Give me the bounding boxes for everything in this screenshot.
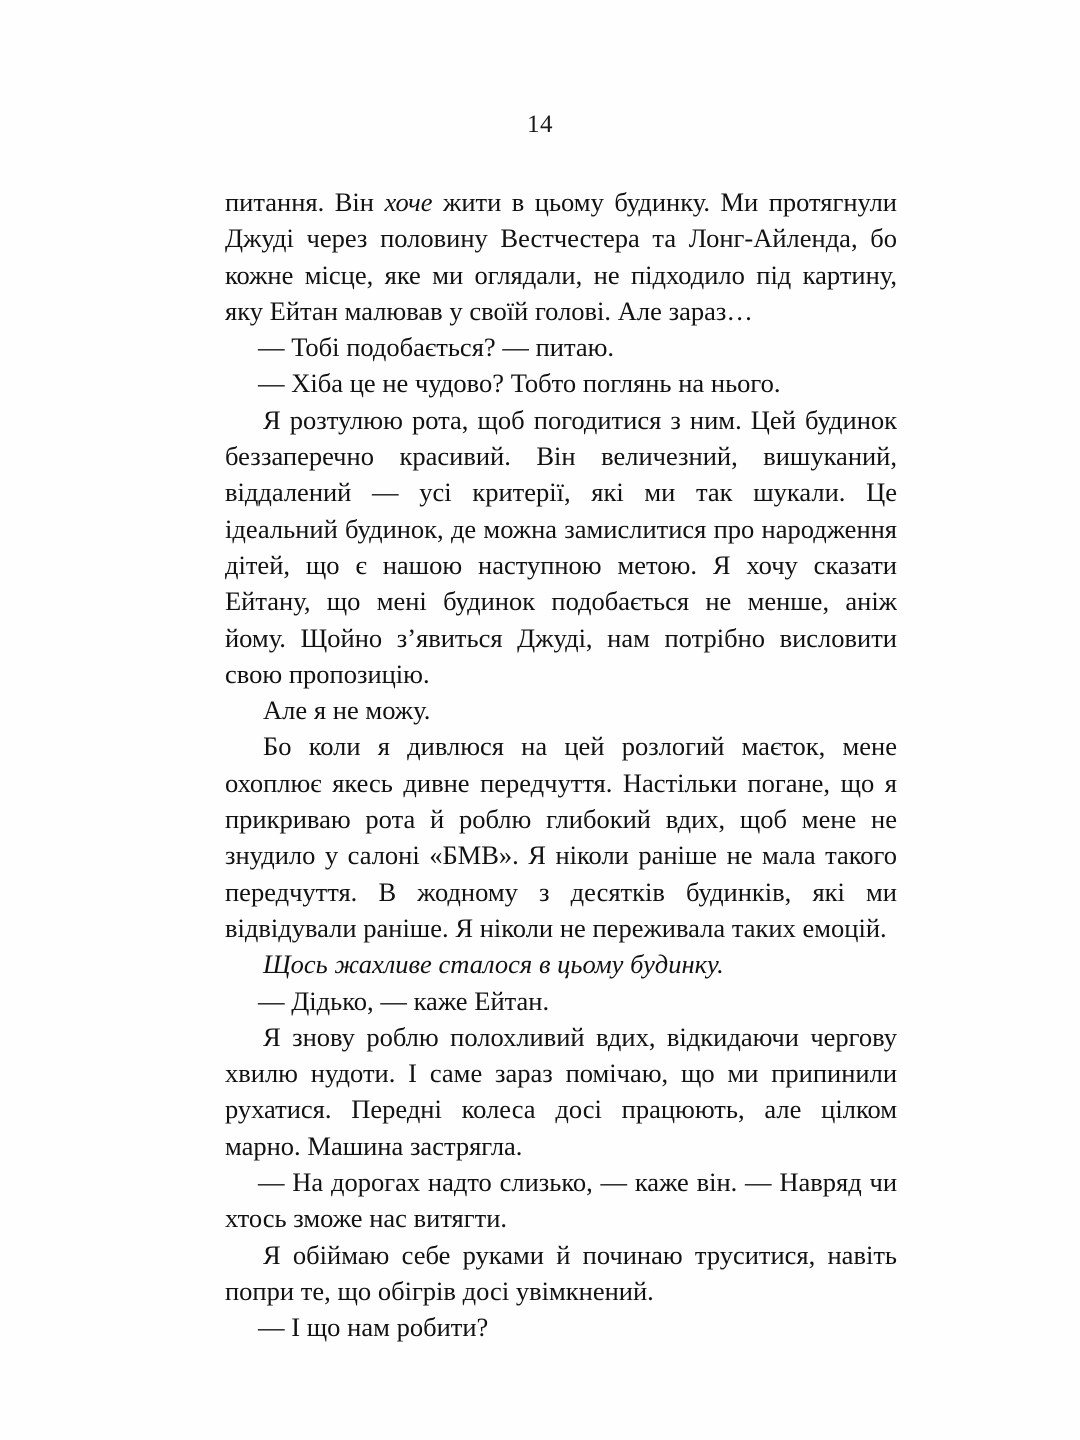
paragraph-dialogue: — Дідько, — каже Ейтан.	[258, 985, 550, 1016]
paragraph-body: Я знову роблю полохливий вдих, відкидаючи чергову хвилю нудоти. І саме зараз помічаю, що ми припинили рухатися. Передні колеса досі працюють, але цілком марно. Машина застрягла.	[225, 1021, 897, 1161]
emphasis-run: хоче	[384, 187, 433, 217]
paragraph-dialogue: — Хіба це не чудово? Тобто поглянь на нього.	[258, 368, 781, 399]
text-run: жити в цьому будинку. Ми протягнули Джуді через половину Вестчестера та Лонг-Айленда, бо кожне місце, яке ми оглядали, не підходило під картину, яку Ейтан малював у своїй голові. Але зараз…	[225, 187, 897, 326]
paragraph-dialogue: — Тобі подобається? — питаю.	[258, 332, 615, 363]
paragraph-body: Бо коли я дивлюся на цей розлогий маєток, мене охоплює якесь дивне передчуття. Настільки погане, що я прикриваю рота й роблю глибокий вдих, щоб мене не знудило у салоні «БМВ». Я ніколи раніше не мала такого передчуття. В жодному з десятків будинків, які ми відвідували раніше. Я ніколи не переживала таких емоцій.	[225, 731, 897, 943]
page-number: 14	[527, 111, 553, 138]
paragraph-dialogue: — І що нам робити?	[258, 1312, 489, 1343]
paragraph-dialogue: — На дорогах надто слизько, — каже він. — Навряд чи хтось зможе нас витягти.	[225, 1167, 897, 1234]
body-text-column	[225, 184, 897, 1346]
paragraph-continuation	[225, 184, 897, 329]
paragraph-italic-emphasis: Щось жахливе сталося в цьому будинку.	[263, 949, 724, 980]
text-run: питання. Він	[225, 187, 385, 217]
paragraph-body: Але я не можу.	[263, 695, 431, 726]
paragraph-body: Я обіймаю себе руками й починаю труситися, навіть попри те, що обігрів досі увімкнений.	[225, 1239, 897, 1306]
paragraph-body: Я розтулюю рота, щоб погодитися з ним. Цей будинок беззаперечно красивий. Він величезний, вишуканий, віддалений — усі критерії, які ми так шукали. Це ідеальний будинок, де можна замислитися про народження дітей, що є нашою наступною метою. Я хочу сказати Ейтану, що мені будинок подобається не менше, аніж йому. Щойно з’явиться Джуді, нам потрібно висловити свою пропозицію.	[225, 404, 897, 689]
